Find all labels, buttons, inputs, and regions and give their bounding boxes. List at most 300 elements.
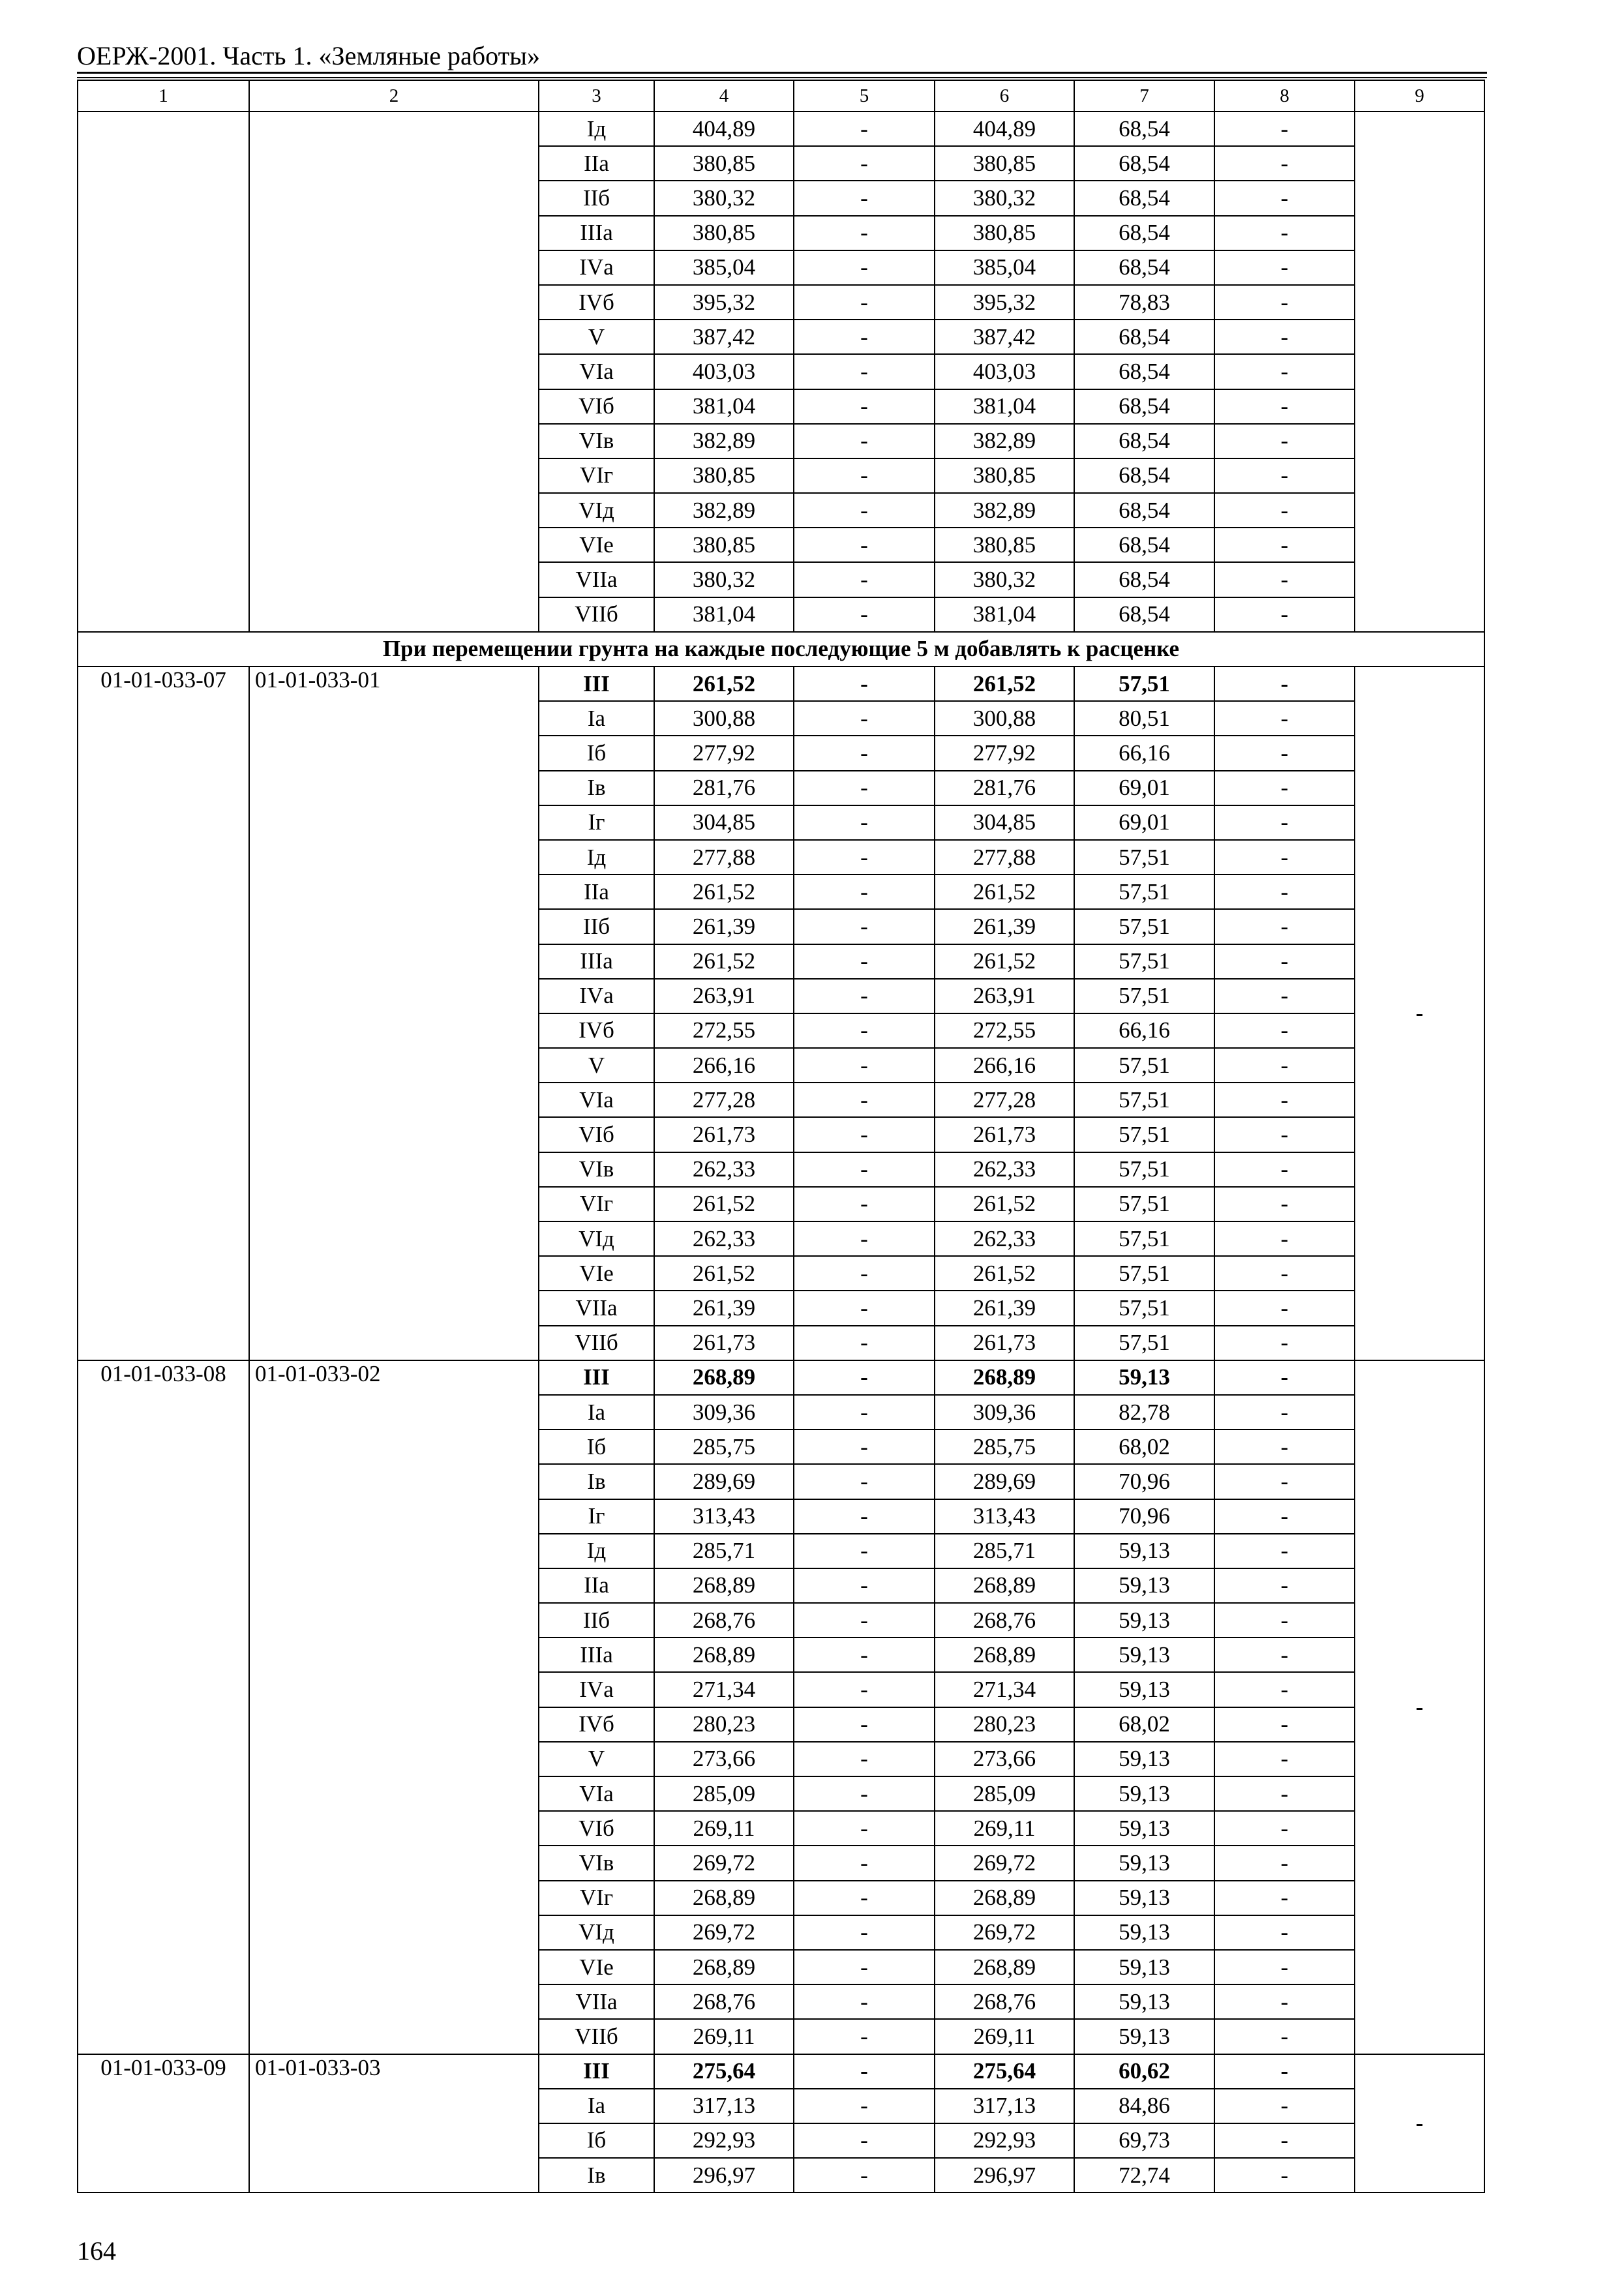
labor-cost-cell: 268,89: [935, 1638, 1074, 1672]
extra-cell: -: [1214, 1256, 1355, 1291]
extra-cell: -: [1214, 979, 1355, 1013]
total-cost-cell: 261,73: [654, 1326, 794, 1360]
total-cost-cell: 268,89: [654, 1950, 794, 1984]
soil-group-cell: VIб: [539, 389, 654, 424]
base-rate-code-cell: 01-01-033-01: [249, 666, 539, 1360]
material-cost-cell: 68,54: [1074, 181, 1214, 215]
labor-cost-cell: 261,73: [935, 1117, 1074, 1152]
machine-cost-cell: -: [794, 1984, 935, 2019]
rates-table: [77, 80, 1485, 2193]
material-cost-cell: 59,13: [1074, 1672, 1214, 1707]
soil-group-cell: IVб: [539, 1013, 654, 1048]
rate-code-cell: 01-01-033-07: [78, 666, 249, 1360]
soil-group-cell: Iг: [539, 1499, 654, 1534]
labor-cost-cell: 280,23: [935, 1707, 1074, 1742]
material-cost-cell: 57,51: [1074, 875, 1214, 909]
total-cost-cell: 277,88: [654, 840, 794, 875]
labor-cost-cell: 285,71: [935, 1534, 1074, 1568]
total-cost-cell: 277,28: [654, 1083, 794, 1117]
soil-group-cell: VIIа: [539, 1984, 654, 2019]
soil-group-cell: Iд: [539, 112, 654, 146]
machine-cost-cell: -: [794, 250, 935, 285]
soil-group-cell: VIа: [539, 1083, 654, 1117]
extra-cell: -: [1214, 1499, 1355, 1534]
material-cost-cell: 59,13: [1074, 1360, 1214, 1395]
total-cost-cell: 277,92: [654, 736, 794, 770]
soil-group-cell: VIа: [539, 354, 654, 389]
soil-group-cell: V: [539, 1742, 654, 1776]
total-cost-cell: 380,32: [654, 562, 794, 597]
total-cost-cell: 296,97: [654, 2158, 794, 2192]
soil-group-cell: Iб: [539, 2123, 654, 2158]
labor-cost-cell: 380,32: [935, 562, 1074, 597]
material-cost-cell: 80,51: [1074, 701, 1214, 736]
soil-group-cell: Iб: [539, 736, 654, 770]
total-cost-cell: 304,85: [654, 805, 794, 840]
labor-cost-cell: 285,09: [935, 1776, 1074, 1811]
soil-group-cell: IIа: [539, 1568, 654, 1603]
labor-cost-cell: 262,33: [935, 1221, 1074, 1256]
material-cost-cell: 68,54: [1074, 250, 1214, 285]
labor-cost-cell: 269,11: [935, 2019, 1074, 2054]
labor-cost-cell: 380,32: [935, 181, 1074, 215]
labor-cost-cell: 387,42: [935, 320, 1074, 354]
total-cost-cell: 261,52: [654, 666, 794, 701]
notes-cell: -: [1355, 1360, 1484, 2054]
extra-cell: -: [1214, 1083, 1355, 1117]
soil-group-cell: VIб: [539, 1811, 654, 1846]
total-cost-cell: 261,52: [654, 944, 794, 979]
material-cost-cell: 57,51: [1074, 1221, 1214, 1256]
soil-group-cell: Iв: [539, 1464, 654, 1499]
extra-cell: -: [1214, 2054, 1355, 2089]
extra-cell: -: [1214, 1534, 1355, 1568]
total-cost-cell: 280,23: [654, 1707, 794, 1742]
extra-cell: -: [1214, 909, 1355, 944]
column-number-header: 1: [78, 80, 249, 112]
extra-cell: -: [1214, 1881, 1355, 1915]
total-cost-cell: 380,32: [654, 181, 794, 215]
soil-group-cell: VIг: [539, 458, 654, 493]
labor-cost-cell: 380,85: [935, 458, 1074, 493]
soil-group-cell: Iа: [539, 2089, 654, 2123]
base-rate-code-cell: 01-01-033-03: [249, 2054, 539, 2193]
total-cost-cell: 263,91: [654, 979, 794, 1013]
machine-cost-cell: -: [794, 597, 935, 632]
machine-cost-cell: -: [794, 1568, 935, 1603]
material-cost-cell: 66,16: [1074, 736, 1214, 770]
labor-cost-cell: 292,93: [935, 2123, 1074, 2158]
extra-cell: -: [1214, 424, 1355, 458]
soil-group-cell: V: [539, 320, 654, 354]
machine-cost-cell: -: [794, 1291, 935, 1325]
total-cost-cell: 380,85: [654, 528, 794, 562]
machine-cost-cell: -: [794, 1776, 935, 1811]
labor-cost-cell: 261,73: [935, 1326, 1074, 1360]
total-cost-cell: 268,76: [654, 1603, 794, 1638]
material-cost-cell: 59,13: [1074, 1568, 1214, 1603]
labor-cost-cell: 268,89: [935, 1950, 1074, 1984]
soil-group-cell: VIд: [539, 1221, 654, 1256]
rates-table-body: [78, 80, 1484, 2192]
material-cost-cell: 59,13: [1074, 1915, 1214, 1950]
material-cost-cell: 84,86: [1074, 2089, 1214, 2123]
material-cost-cell: 57,51: [1074, 1291, 1214, 1325]
total-cost-cell: 385,04: [654, 250, 794, 285]
material-cost-cell: 78,83: [1074, 285, 1214, 320]
extra-cell: -: [1214, 354, 1355, 389]
machine-cost-cell: -: [794, 701, 935, 736]
labor-cost-cell: 381,04: [935, 389, 1074, 424]
soil-group-cell: Iд: [539, 1534, 654, 1568]
machine-cost-cell: -: [794, 181, 935, 215]
material-cost-cell: 68,54: [1074, 389, 1214, 424]
total-cost-cell: 275,64: [654, 2054, 794, 2089]
machine-cost-cell: -: [794, 1187, 935, 1221]
labor-cost-cell: 268,89: [935, 1360, 1074, 1395]
total-cost-cell: 268,76: [654, 1984, 794, 2019]
total-cost-cell: 273,66: [654, 1742, 794, 1776]
labor-cost-cell: 261,52: [935, 875, 1074, 909]
total-cost-cell: 266,16: [654, 1048, 794, 1083]
soil-group-cell: VIб: [539, 1117, 654, 1152]
material-cost-cell: 68,54: [1074, 320, 1214, 354]
material-cost-cell: 59,13: [1074, 1776, 1214, 1811]
soil-group-cell: VIд: [539, 493, 654, 528]
material-cost-cell: 59,13: [1074, 2019, 1214, 2054]
total-cost-cell: 380,85: [654, 216, 794, 250]
machine-cost-cell: -: [794, 1429, 935, 1464]
total-cost-cell: 268,89: [654, 1568, 794, 1603]
total-cost-cell: 395,32: [654, 285, 794, 320]
soil-group-cell: VIе: [539, 528, 654, 562]
labor-cost-cell: 261,52: [935, 1187, 1074, 1221]
soil-group-cell: Iв: [539, 2158, 654, 2192]
extra-cell: -: [1214, 1707, 1355, 1742]
soil-group-cell: Iа: [539, 1395, 654, 1429]
machine-cost-cell: -: [794, 875, 935, 909]
extra-cell: -: [1214, 320, 1355, 354]
labor-cost-cell: 380,85: [935, 528, 1074, 562]
soil-group-cell: VIIа: [539, 562, 654, 597]
machine-cost-cell: -: [794, 1742, 935, 1776]
material-cost-cell: 68,54: [1074, 458, 1214, 493]
extra-cell: -: [1214, 1950, 1355, 1984]
extra-cell: -: [1214, 1915, 1355, 1950]
extra-cell: -: [1214, 2019, 1355, 2054]
extra-cell: -: [1214, 1742, 1355, 1776]
column-number-header: 4: [654, 80, 794, 112]
extra-cell: -: [1214, 458, 1355, 493]
soil-group-cell: IVа: [539, 250, 654, 285]
machine-cost-cell: -: [794, 736, 935, 770]
total-cost-cell: 272,55: [654, 1013, 794, 1048]
section-note-row: [78, 632, 1484, 666]
material-cost-cell: 68,54: [1074, 597, 1214, 632]
total-cost-cell: 292,93: [654, 2123, 794, 2158]
base-rate-code-cell: 01-01-033-02: [249, 1360, 539, 2054]
labor-cost-cell: 382,89: [935, 493, 1074, 528]
rate-code-cell: 01-01-033-09: [78, 2054, 249, 2193]
machine-cost-cell: -: [794, 1638, 935, 1672]
machine-cost-cell: -: [794, 112, 935, 146]
soil-group-cell: Iд: [539, 840, 654, 875]
total-cost-cell: 381,04: [654, 389, 794, 424]
total-cost-cell: 285,75: [654, 1429, 794, 1464]
total-cost-cell: 269,72: [654, 1915, 794, 1950]
material-cost-cell: 57,51: [1074, 1256, 1214, 1291]
extra-cell: -: [1214, 112, 1355, 146]
machine-cost-cell: -: [794, 493, 935, 528]
total-cost-cell: 309,36: [654, 1395, 794, 1429]
extra-cell: -: [1214, 1429, 1355, 1464]
material-cost-cell: 57,51: [1074, 840, 1214, 875]
total-cost-cell: 313,43: [654, 1499, 794, 1534]
total-cost-cell: 269,72: [654, 1846, 794, 1880]
machine-cost-cell: -: [794, 1152, 935, 1187]
extra-cell: -: [1214, 1187, 1355, 1221]
machine-cost-cell: -: [794, 1326, 935, 1360]
material-cost-cell: 57,51: [1074, 1152, 1214, 1187]
labor-cost-cell: 269,72: [935, 1915, 1074, 1950]
labor-cost-cell: 269,72: [935, 1846, 1074, 1880]
soil-group-cell: VIг: [539, 1187, 654, 1221]
labor-cost-cell: 309,36: [935, 1395, 1074, 1429]
page-header: [77, 38, 1487, 76]
material-cost-cell: 59,13: [1074, 1742, 1214, 1776]
extra-cell: -: [1214, 1152, 1355, 1187]
labor-cost-cell: 277,92: [935, 736, 1074, 770]
labor-cost-cell: 272,55: [935, 1013, 1074, 1048]
extra-cell: -: [1214, 493, 1355, 528]
machine-cost-cell: -: [794, 1881, 935, 1915]
material-cost-cell: 66,16: [1074, 1013, 1214, 1048]
extra-cell: -: [1214, 528, 1355, 562]
soil-group-cell: Iг: [539, 805, 654, 840]
machine-cost-cell: -: [794, 1534, 935, 1568]
total-cost-cell: 387,42: [654, 320, 794, 354]
soil-group-cell: VIг: [539, 1881, 654, 1915]
machine-cost-cell: -: [794, 2054, 935, 2089]
extra-cell: -: [1214, 1221, 1355, 1256]
code-cell: [78, 112, 249, 632]
labor-cost-cell: 281,76: [935, 771, 1074, 805]
labor-cost-cell: 263,91: [935, 979, 1074, 1013]
material-cost-cell: 68,02: [1074, 1429, 1214, 1464]
extra-cell: -: [1214, 771, 1355, 805]
labor-cost-cell: 381,04: [935, 597, 1074, 632]
labor-cost-cell: 261,52: [935, 666, 1074, 701]
total-cost-cell: 261,39: [654, 1291, 794, 1325]
machine-cost-cell: -: [794, 562, 935, 597]
machine-cost-cell: -: [794, 805, 935, 840]
rate-code-cell: 01-01-033-08: [78, 1360, 249, 2054]
extra-cell: -: [1214, 562, 1355, 597]
note-cell: [1355, 112, 1484, 632]
soil-group-cell: IIб: [539, 909, 654, 944]
soil-group-cell: III: [539, 666, 654, 701]
machine-cost-cell: -: [794, 909, 935, 944]
material-cost-cell: 68,54: [1074, 354, 1214, 389]
extra-cell: -: [1214, 805, 1355, 840]
total-cost-cell: 289,69: [654, 1464, 794, 1499]
soil-group-cell: IIIа: [539, 944, 654, 979]
soil-group-cell: VIв: [539, 1846, 654, 1880]
machine-cost-cell: -: [794, 979, 935, 1013]
machine-cost-cell: -: [794, 1707, 935, 1742]
extra-cell: -: [1214, 1984, 1355, 2019]
material-cost-cell: 59,13: [1074, 1846, 1214, 1880]
material-cost-cell: 68,54: [1074, 112, 1214, 146]
labor-cost-cell: 277,88: [935, 840, 1074, 875]
total-cost-cell: 281,76: [654, 771, 794, 805]
column-number-header: 9: [1355, 80, 1484, 112]
total-cost-cell: 382,89: [654, 493, 794, 528]
machine-cost-cell: -: [794, 840, 935, 875]
material-cost-cell: 72,74: [1074, 2158, 1214, 2192]
column-number-header: 7: [1074, 80, 1214, 112]
table-row: [78, 112, 1484, 146]
extra-cell: -: [1214, 1395, 1355, 1429]
material-cost-cell: 59,13: [1074, 1603, 1214, 1638]
total-cost-cell: 285,71: [654, 1534, 794, 1568]
material-cost-cell: 59,13: [1074, 1984, 1214, 2019]
extra-cell: -: [1214, 1776, 1355, 1811]
machine-cost-cell: -: [794, 458, 935, 493]
machine-cost-cell: -: [794, 1499, 935, 1534]
total-cost-cell: 268,89: [654, 1638, 794, 1672]
extra-cell: -: [1214, 1291, 1355, 1325]
soil-group-cell: IVа: [539, 1672, 654, 1707]
material-cost-cell: 59,13: [1074, 1881, 1214, 1915]
extra-cell: -: [1214, 666, 1355, 701]
total-cost-cell: 380,85: [654, 146, 794, 181]
labor-cost-cell: 300,88: [935, 701, 1074, 736]
soil-group-cell: Iб: [539, 1429, 654, 1464]
total-cost-cell: 261,39: [654, 909, 794, 944]
header-rule: [77, 72, 1487, 74]
labor-cost-cell: 268,89: [935, 1881, 1074, 1915]
material-cost-cell: 68,54: [1074, 424, 1214, 458]
material-cost-cell: 60,62: [1074, 2054, 1214, 2089]
machine-cost-cell: -: [794, 1950, 935, 1984]
labor-cost-cell: 261,52: [935, 1256, 1074, 1291]
soil-group-cell: VIIб: [539, 1326, 654, 1360]
material-cost-cell: 57,51: [1074, 979, 1214, 1013]
soil-group-cell: IIIа: [539, 1638, 654, 1672]
extra-cell: -: [1214, 875, 1355, 909]
column-number-header: 5: [794, 80, 935, 112]
extra-cell: -: [1214, 2089, 1355, 2123]
machine-cost-cell: -: [794, 320, 935, 354]
extra-cell: -: [1214, 1846, 1355, 1880]
labor-cost-cell: 268,76: [935, 1984, 1074, 2019]
machine-cost-cell: -: [794, 1221, 935, 1256]
extra-cell: -: [1214, 285, 1355, 320]
notes-cell: -: [1355, 666, 1484, 1360]
total-cost-cell: 381,04: [654, 597, 794, 632]
column-number-header: 3: [539, 80, 654, 112]
soil-group-cell: VIв: [539, 424, 654, 458]
table-row-main: [78, 666, 1484, 701]
labor-cost-cell: 277,28: [935, 1083, 1074, 1117]
material-cost-cell: 57,51: [1074, 1187, 1214, 1221]
machine-cost-cell: -: [794, 1846, 935, 1880]
extra-cell: -: [1214, 1360, 1355, 1395]
labor-cost-cell: 261,39: [935, 909, 1074, 944]
total-cost-cell: 382,89: [654, 424, 794, 458]
soil-group-cell: IVб: [539, 285, 654, 320]
labor-cost-cell: 382,89: [935, 424, 1074, 458]
table-row-main: [78, 2054, 1484, 2089]
extra-cell: -: [1214, 736, 1355, 770]
soil-group-cell: VIIб: [539, 2019, 654, 2054]
labor-cost-cell: 261,52: [935, 944, 1074, 979]
machine-cost-cell: -: [794, 1117, 935, 1152]
material-cost-cell: 57,51: [1074, 944, 1214, 979]
machine-cost-cell: -: [794, 1360, 935, 1395]
soil-group-cell: III: [539, 1360, 654, 1395]
notes-cell: -: [1355, 2054, 1484, 2193]
labor-cost-cell: 268,89: [935, 1568, 1074, 1603]
material-cost-cell: 59,13: [1074, 1638, 1214, 1672]
machine-cost-cell: -: [794, 354, 935, 389]
machine-cost-cell: -: [794, 666, 935, 701]
labor-cost-cell: 268,76: [935, 1603, 1074, 1638]
machine-cost-cell: -: [794, 2089, 935, 2123]
total-cost-cell: 317,13: [654, 2089, 794, 2123]
machine-cost-cell: -: [794, 1256, 935, 1291]
column-number-header: 8: [1214, 80, 1355, 112]
machine-cost-cell: -: [794, 1395, 935, 1429]
labor-cost-cell: 313,43: [935, 1499, 1074, 1534]
total-cost-cell: 404,89: [654, 112, 794, 146]
labor-cost-cell: 275,64: [935, 2054, 1074, 2089]
soil-group-cell: IVа: [539, 979, 654, 1013]
soil-group-cell: V: [539, 1048, 654, 1083]
total-cost-cell: 261,73: [654, 1117, 794, 1152]
base-code-cell: [249, 112, 539, 632]
header-rule: [77, 77, 1487, 78]
material-cost-cell: 68,54: [1074, 493, 1214, 528]
page-header-title: ОЕРЖ-2001. Часть 1. «Земляные работы»: [77, 41, 540, 70]
labor-cost-cell: 380,85: [935, 216, 1074, 250]
material-cost-cell: 68,54: [1074, 146, 1214, 181]
machine-cost-cell: -: [794, 2019, 935, 2054]
extra-cell: -: [1214, 389, 1355, 424]
labor-cost-cell: 273,66: [935, 1742, 1074, 1776]
extra-cell: -: [1214, 2158, 1355, 2192]
total-cost-cell: 268,89: [654, 1360, 794, 1395]
total-cost-cell: 261,52: [654, 1256, 794, 1291]
material-cost-cell: 57,51: [1074, 1048, 1214, 1083]
total-cost-cell: 269,11: [654, 2019, 794, 2054]
total-cost-cell: 262,33: [654, 1152, 794, 1187]
labor-cost-cell: 271,34: [935, 1672, 1074, 1707]
labor-cost-cell: 317,13: [935, 2089, 1074, 2123]
material-cost-cell: 57,51: [1074, 909, 1214, 944]
soil-group-cell: VIIа: [539, 1291, 654, 1325]
labor-cost-cell: 266,16: [935, 1048, 1074, 1083]
extra-cell: -: [1214, 250, 1355, 285]
extra-cell: -: [1214, 944, 1355, 979]
machine-cost-cell: -: [794, 146, 935, 181]
soil-group-cell: III: [539, 2054, 654, 2089]
soil-group-cell: IIб: [539, 1603, 654, 1638]
material-cost-cell: 82,78: [1074, 1395, 1214, 1429]
soil-group-cell: VIд: [539, 1915, 654, 1950]
labor-cost-cell: 404,89: [935, 112, 1074, 146]
